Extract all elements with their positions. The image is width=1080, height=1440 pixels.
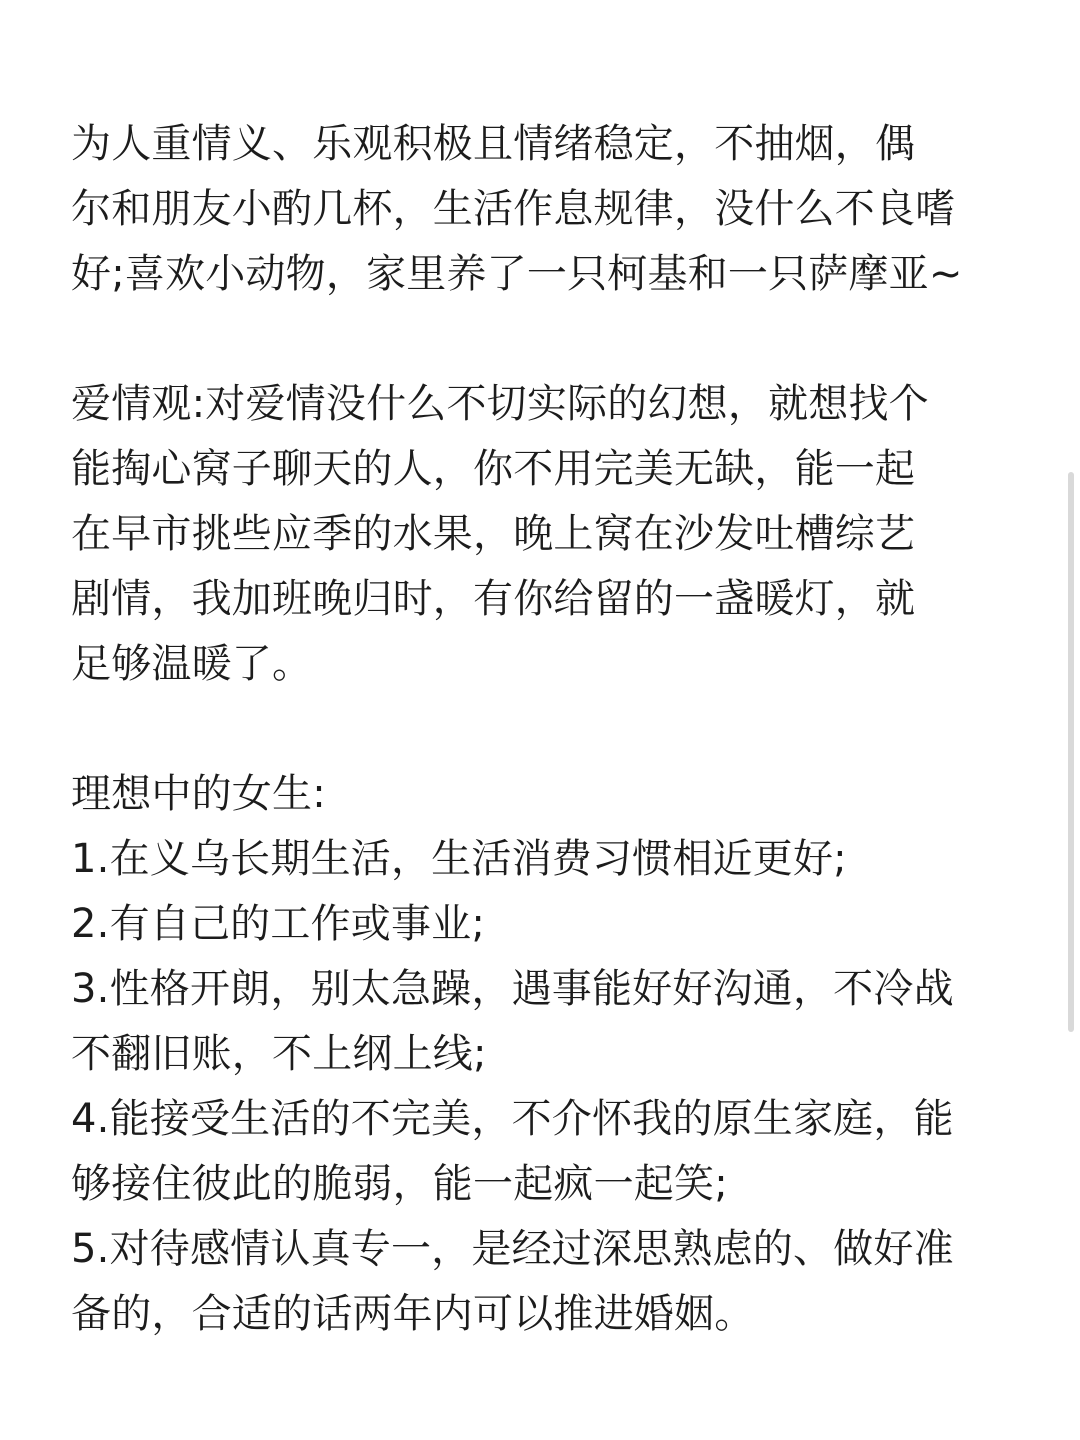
text-line: 能掏心窝子聊天的人，你不用完美无缺，能一起 [71, 446, 916, 492]
list-item-continued: 不翻旧账，不上纲上线; [71, 1031, 487, 1077]
list-item: 5.对待感情认真专一，是经过深思熟虑的、做好准 [71, 1226, 954, 1272]
list-item-continued: 备的，合适的话两年内可以推进婚姻。 [71, 1291, 755, 1337]
list-item: 4.能接受生活的不完美，不介怀我的原生家庭，能 [71, 1096, 954, 1142]
text-line: 好;喜欢小动物，家里养了一只柯基和一只萨摩亚~ [71, 251, 963, 297]
text-line: 爱情观:对爱情没什么不切实际的幻想，就想找个 [71, 381, 929, 427]
vertical-scrollbar[interactable] [1068, 472, 1074, 1032]
text-line: 尔和朋友小酌几杯，生活作息规律，没什么不良嗜 [71, 186, 956, 232]
text-line: 在早市挑些应季的水果，晚上窝在沙发吐槽综艺 [71, 511, 916, 557]
paragraph-love-view [71, 372, 1011, 697]
post-text-body [71, 112, 1011, 1347]
paragraph-spacer [71, 697, 1011, 762]
paragraph-personality [71, 112, 1011, 307]
list-item: 2.有自己的工作或事业; [71, 901, 486, 947]
section-heading: 理想中的女生: [71, 771, 326, 817]
list-item: 1.在义乌长期生活，生活消费习惯相近更好; [71, 836, 847, 882]
text-line: 剧情，我加班晚归时，有你给留的一盏暖灯，就 [71, 576, 916, 622]
paragraph-spacer [71, 307, 1011, 372]
text-line: 为人重情义、乐观积极且情绪稳定，不抽烟，偶 [71, 121, 916, 167]
list-item-continued: 够接住彼此的脆弱，能一起疯一起笑; [71, 1161, 728, 1207]
text-line: 足够温暖了。 [71, 641, 313, 687]
list-item: 3.性格开朗，别太急躁，遇事能好好沟通，不冷战 [71, 966, 954, 1012]
paragraph-ideal-partner [71, 762, 1011, 1347]
